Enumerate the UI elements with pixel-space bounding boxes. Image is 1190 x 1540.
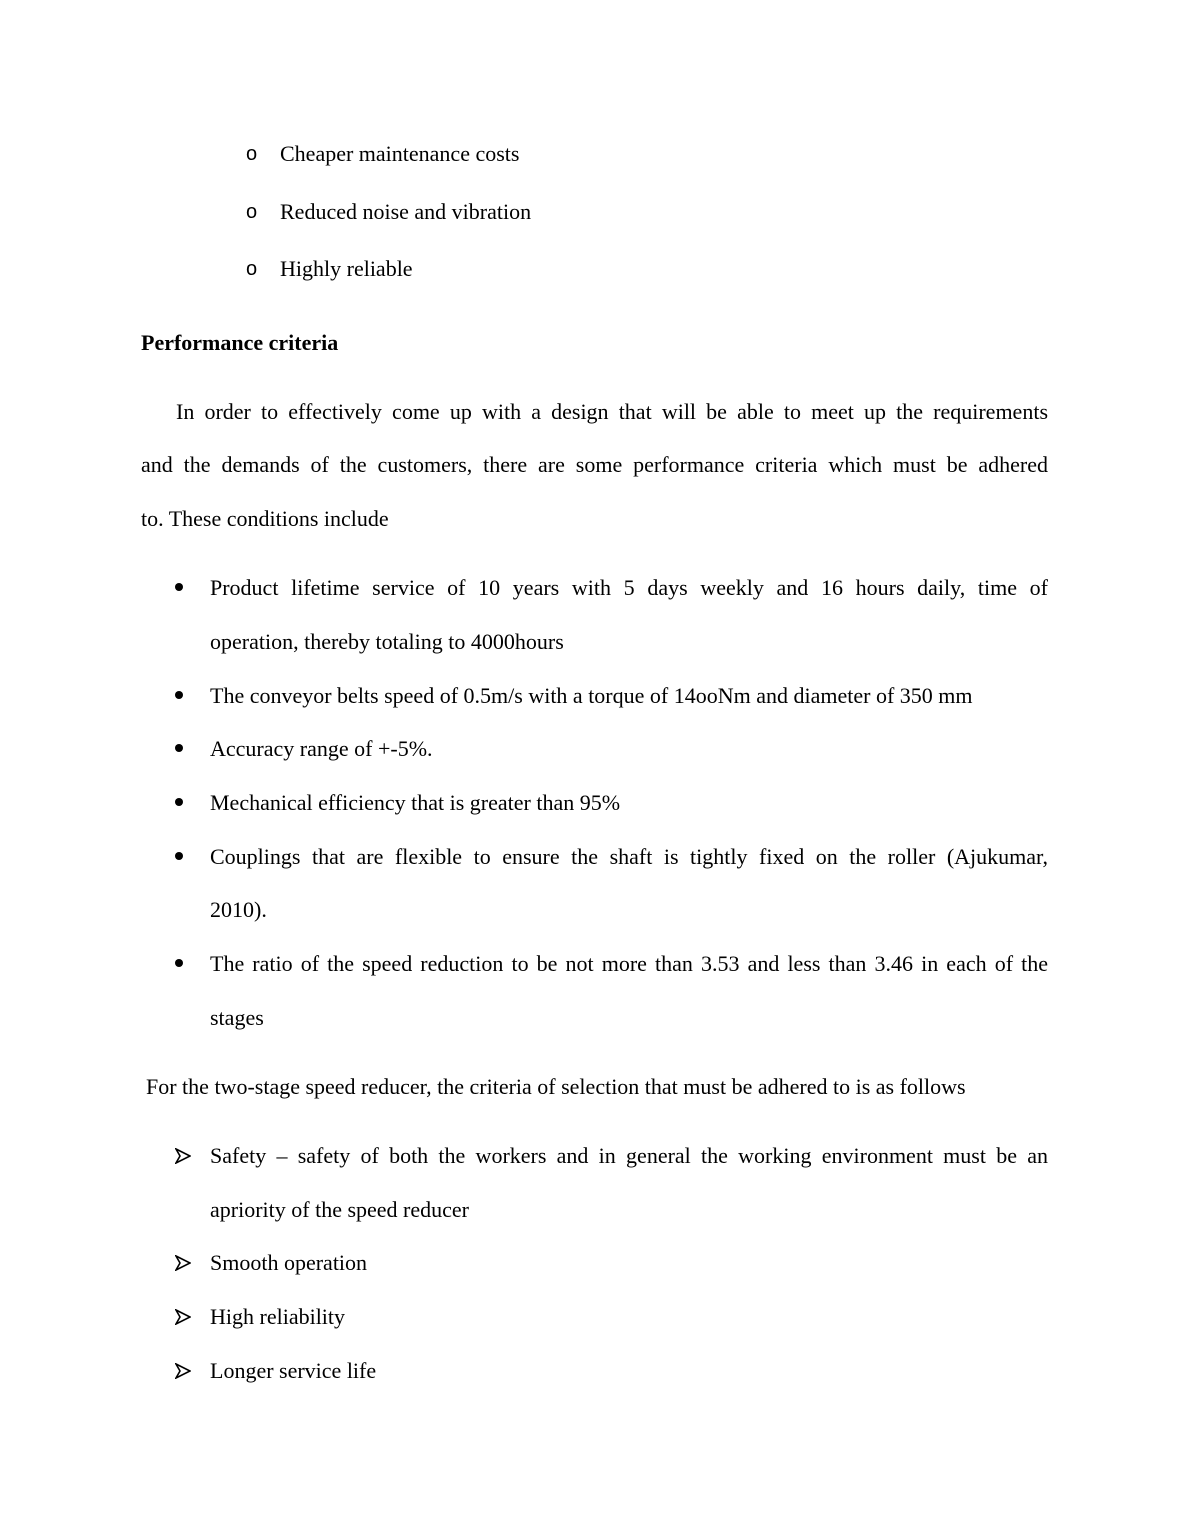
circle-bullet-icon: o xyxy=(246,201,258,223)
list-item-text: Couplings that are flexible to ensure the shaft is tightly fixed on the roller (Ajukumar, xyxy=(210,844,1048,869)
list-item-text: 2010). xyxy=(210,897,267,922)
list-item-text: Safety – safety of both the workers and in general the working environment must be an xyxy=(210,1143,1048,1168)
bullet-icon xyxy=(175,744,183,752)
arrow-bullet-icon xyxy=(175,1363,191,1379)
bullet-icon xyxy=(175,852,183,860)
circle-bullet-icon: o xyxy=(246,258,258,280)
sub-bullet-text: Reduced noise and vibration xyxy=(280,199,532,224)
list-item-text: The conveyor belts speed of 0.5m/s with a torque of 14ooNm and diameter of 350 mm xyxy=(210,683,973,708)
list-item-text: Longer service life xyxy=(210,1358,377,1383)
list-item-text: Accuracy range of +-5%. xyxy=(210,736,433,761)
arrow-bullet-icon xyxy=(175,1309,191,1325)
arrow-bullet-icon xyxy=(175,1148,191,1164)
bullet-icon xyxy=(175,583,183,591)
paragraph-line: and the demands of the customers, there are some performance criteria which must be adhered xyxy=(141,452,1048,477)
circle-bullet-icon: o xyxy=(246,143,258,165)
list-item-text: Product lifetime service of 10 years with 5 days weekly and 16 hours daily, time of xyxy=(210,575,1048,600)
paragraph-line: to. These conditions include xyxy=(141,506,389,531)
sub-bullet-text: Cheaper maintenance costs xyxy=(280,141,520,166)
bullet-icon xyxy=(175,691,183,699)
list-item-text: stages xyxy=(210,1005,264,1030)
sub-bullet-text: Highly reliable xyxy=(280,256,413,281)
section-heading: Performance criteria xyxy=(141,330,339,355)
selection-intro: For the two-stage speed reducer, the criteria of selection that must be adhered to is as follows xyxy=(146,1074,966,1099)
bullet-icon xyxy=(175,798,183,806)
list-item-text: Smooth operation xyxy=(210,1250,368,1275)
bullet-icon xyxy=(175,959,183,967)
list-item-text: The ratio of the speed reduction to be not more than 3.53 and less than 3.46 in each of the xyxy=(210,951,1048,976)
list-item-text: Mechanical efficiency that is greater than 95% xyxy=(210,790,621,815)
paragraph-line: In order to effectively come up with a design that will be able to meet up the requirements xyxy=(176,399,1048,424)
list-item-text: High reliability xyxy=(210,1304,346,1329)
list-item-text: operation, thereby totaling to 4000hours xyxy=(210,629,564,654)
list-item-text: apriority of the speed reducer xyxy=(210,1197,469,1222)
arrow-bullet-icon xyxy=(175,1255,191,1271)
